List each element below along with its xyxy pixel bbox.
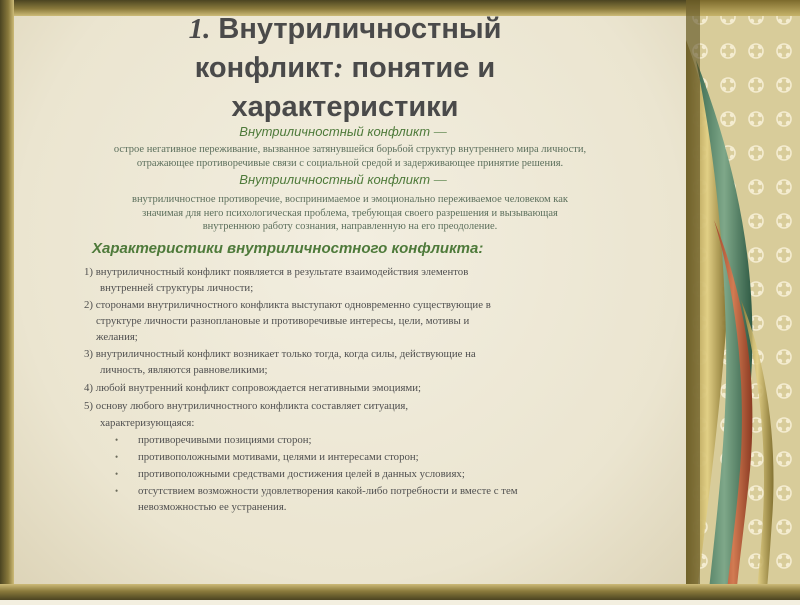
characteristic-line: желания; [96,331,138,343]
definition-term: Внутриличностный конфликт [239,124,431,139]
title-line-3: характеристики [231,91,459,123]
decorative-panel [686,0,800,600]
definition-1-term [0,124,686,139]
characteristic-line: характеризующаяся: [100,417,195,429]
characteristic-line: 1) внутриличностный конфликт появляется в результате взаимодействия элементов [84,266,469,278]
title-word-3: понятие и [343,52,496,84]
definition-term: Внутриличностный конфликт [239,172,431,187]
bullet-item: отсутствием возможности удовлетворения какой-либо потребности и вместе с тем [138,485,518,497]
definition-2-term [0,172,686,187]
title-colon: : [333,52,344,84]
definition-2-text [40,193,660,234]
bullet-marker: • [115,452,119,462]
characteristic-line: внутренней структуры личности; [100,282,254,294]
bullet-marker: • [115,469,119,479]
characteristic-line: 5) основу любого внутриличностного конфликта составляет ситуация, [84,400,409,412]
bullet-item-continuation: невозможностью ее устранения. [138,501,287,513]
definition-line: отражающее противоречивые связи с социальной средой и задерживающее принятие решения. [136,157,564,169]
definition-1-text [40,143,660,170]
definition-line: значимая для него психологическая проблема, требующая своего разрешения и вызывающая [142,207,558,219]
title-line-2 [110,49,580,88]
bullet-item: противоположными мотивами, целями и интересами сторон; [138,451,419,463]
characteristics-heading-colon: : [478,240,484,257]
title-number: 1. [188,13,211,45]
frame-left-border [0,0,14,600]
title-word-2: конфликт [194,52,334,84]
characteristic-line: структуре личности разноплановые и противоречивые интересы, цели, мотивы и [96,315,470,327]
characteristic-line: 3) внутриличностный конфликт возникает только тогда, когда силы, действующие на [84,348,476,360]
decorative-swirl-image [686,0,800,600]
characteristics-heading [92,240,652,257]
bullet-item: противоположными средствами достижения целей в данных условиях; [138,468,465,480]
definition-dash: — [430,172,447,187]
title-line-1 [110,10,580,49]
bullet-marker: • [115,486,119,496]
definition-line: внутреннюю работу сознания, направленную на его преодоление. [202,221,498,232]
characteristics-heading-text: Характеристики внутриличностного конфликта [92,240,479,257]
slide-title [110,10,580,127]
bullet-marker: • [115,435,119,445]
bullet-item: противоречивыми позициями сторон; [138,434,312,446]
frame-bottom-border [0,584,800,600]
title-word-1: Внутриличностный [218,13,502,45]
characteristic-line: 4) любой внутренний конфликт сопровождается негативными эмоциями; [84,382,422,394]
definition-line: внутриличностное противоречие, воспринимаемое и эмоционально переживаемое человеком как [131,194,568,205]
definition-line: острое негативное переживание, вызванное затянувшейся борьбой структур внутреннего мира личности, [113,144,587,155]
characteristic-line: 2) сторонами внутриличностного конфликта выступают одновременно существующие в [84,299,491,311]
characteristic-line: личность, являются равновеликими; [100,364,268,376]
definition-dash: — [430,124,447,139]
